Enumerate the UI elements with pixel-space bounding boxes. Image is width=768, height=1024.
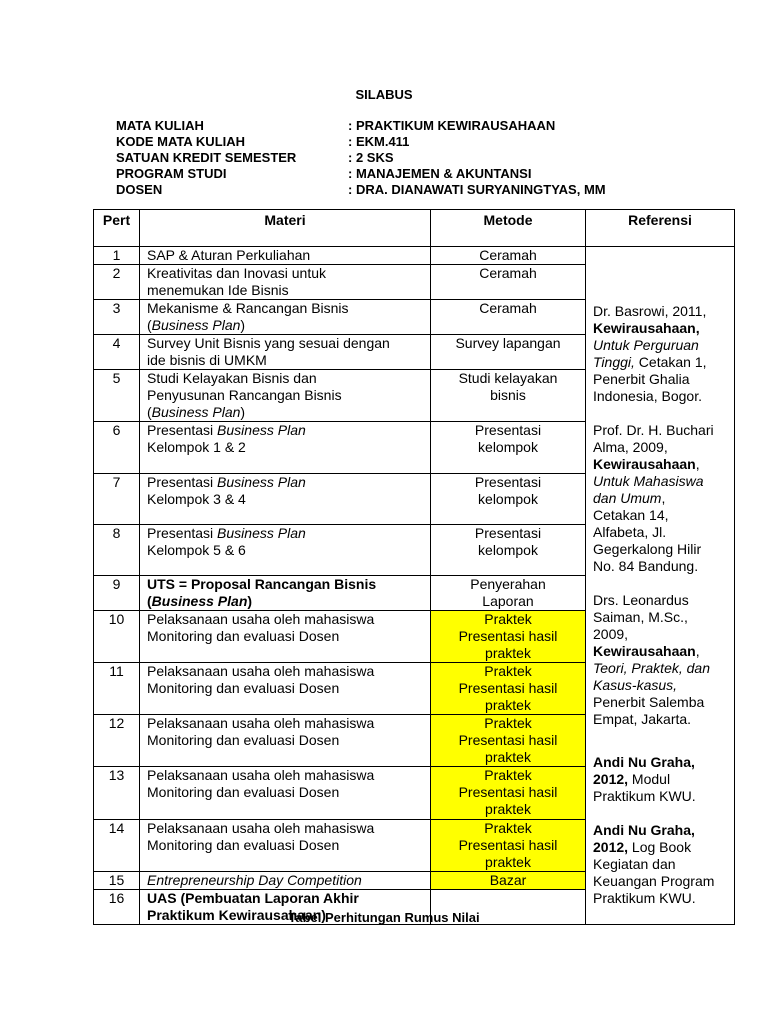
footer-caption: Tabel Perhitungan Rumus Nilai bbox=[288, 910, 480, 925]
table-row: 4 Survey Unit Bisnis yang sesuai dengan ide bisnis di UMKM Survey lapangan bbox=[94, 335, 735, 370]
syllabus-table bbox=[93, 209, 735, 925]
document-title: SILABUS bbox=[355, 87, 413, 102]
reference-3: Drs. Leonardus Saiman, M.Sc., 2009, Kewirausahaan, Teori, Praktek, dan Kasus-kasus, Penerbit Salemba Empat, Jakarta. bbox=[593, 592, 710, 727]
table-row: 6 Presentasi Business Plan Kelompok 1 & 2 Presentasi kelompok bbox=[94, 422, 735, 473]
header-materi: Materi bbox=[140, 210, 431, 247]
header-referensi: Referensi bbox=[586, 210, 735, 247]
table-row: 12 Pelaksanaan usaha oleh mahasiswa Monitoring dan evaluasi Dosen Praktek Presentasi hasil praktek bbox=[94, 715, 735, 767]
reference-2: Prof. Dr. H. Buchari Alma, 2009, Kewirausahaan, Untuk Mahasiswa dan Umum, Cetakan 14, Alfabeta, Jl. Gegerkalong Hilir No. 84 Bandung. bbox=[593, 422, 714, 574]
table-row: 16 UAS (Pembuatan Laporan Akhir Praktikum Kewirausahaan) bbox=[94, 889, 735, 924]
header-metode: Metode bbox=[431, 210, 586, 247]
table-row: 13 Pelaksanaan usaha oleh mahasiswa Monitoring dan evaluasi Dosen Praktek Presentasi hasil praktek bbox=[94, 767, 735, 819]
table-row: 9 UTS = Proposal Rancangan Bisnis (Business Plan) Penyerahan Laporan bbox=[94, 575, 735, 610]
table-row: 2 Kreativitas dan Inovasi untuk menemukan Ide Bisnis Ceramah bbox=[94, 265, 735, 300]
reference-5: Andi Nu Graha, 2012, Log Book Kegiatan dan Keuangan Program Praktikum KWU. bbox=[593, 822, 715, 906]
info-row-sks: SATUAN KREDIT SEMESTER : 2 SKS bbox=[116, 150, 394, 165]
table-row: 8 Presentasi Business Plan Kelompok 5 & 6 Presentasi kelompok bbox=[94, 524, 735, 575]
info-row-dosen: DOSEN : DRA. DIANAWATI SURYANINGTYAS, MM bbox=[116, 182, 606, 197]
info-row-program-studi: PROGRAM STUDI : MANAJEMEN & AKUNTANSI bbox=[116, 166, 532, 181]
table-row: 7 Presentasi Business Plan Kelompok 3 & 4 Presentasi kelompok bbox=[94, 473, 735, 524]
table-header-row bbox=[94, 210, 735, 247]
info-row-mata-kuliah: MATA KULIAH : PRAKTIKUM KEWIRAUSAHAAN bbox=[116, 118, 556, 133]
reference-4: Andi Nu Graha, 2012, Modul Praktikum KWU. bbox=[593, 754, 696, 804]
table-row: 14 Pelaksanaan usaha oleh mahasiswa Monitoring dan evaluasi Dosen Praktek Presentasi hasil praktek bbox=[94, 819, 735, 871]
table-row: 1 SAP & Aturan Perkuliahan Ceramah Dr. Basrowi, 2011, Kewirausahaan, Untuk Perguruan Tinggi, Cetakan 1, Penerbit Ghalia Indonesia, Bogor. Prof. Dr. H. Buchari Alma, 2009, Kewirausahaan, Untuk Mahasiswa dan Umum, Cetakan 14, Alfabeta, Jl. Gegerkalong Hilir No. 84 Bandung. Drs. Leonardus Saiman, M.Sc., 2009, Kewirausahaan, Teori, Praktek, dan Kasus-kasus, Penerbit Salemba Empat, Jakarta. Andi Nu Graha, 2012, Modul Praktikum KWU. Andi Nu Graha, 2012, Log Book Kegiatan dan Keuangan Program Praktikum KWU. bbox=[94, 247, 735, 265]
table-row: 5 Studi Kelayakan Bisnis dan Penyusunan Rancangan Bisnis (Business Plan) Studi kelayakan bisnis bbox=[94, 370, 735, 422]
info-row-kode: KODE MATA KULIAH : EKM.411 bbox=[116, 134, 410, 149]
table-row: 15 Entrepreneurship Day Competition Bazar bbox=[94, 871, 735, 889]
reference-1: Dr. Basrowi, 2011, Kewirausahaan, Untuk Perguruan Tinggi, Cetakan 1, Penerbit Ghalia Indonesia, Bogor. bbox=[593, 303, 707, 404]
table-row: 3 Mekanisme & Rancangan Bisnis (Business Plan) Ceramah bbox=[94, 300, 735, 335]
table-row: 10 Pelaksanaan usaha oleh mahasiswa Monitoring dan evaluasi Dosen Praktek Presentasi hasil praktek bbox=[94, 610, 735, 662]
course-info bbox=[116, 118, 676, 198]
table-row: 11 Pelaksanaan usaha oleh mahasiswa Monitoring dan evaluasi Dosen Praktek Presentasi hasil praktek bbox=[94, 663, 735, 715]
header-pert: Pert bbox=[94, 210, 140, 247]
referensi-cell bbox=[586, 247, 735, 925]
